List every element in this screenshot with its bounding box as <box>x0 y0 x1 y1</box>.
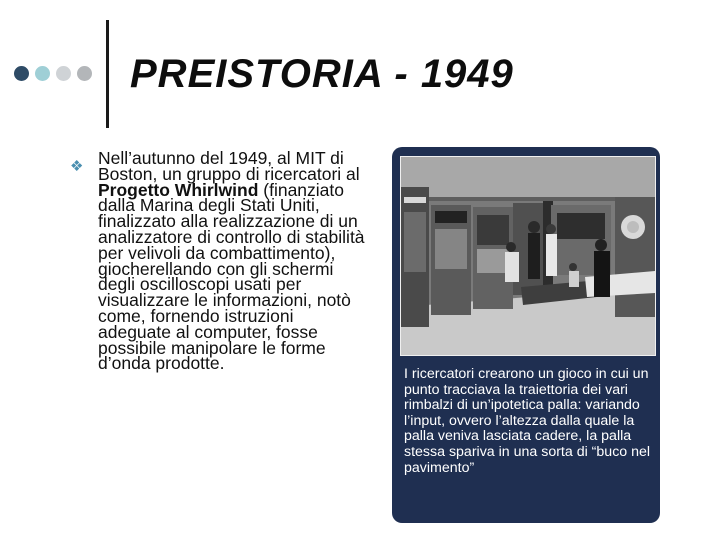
title-divider <box>106 20 109 128</box>
bullet-icon: ❖ <box>70 158 84 175</box>
bullet-text-part1: Nell’autunno del 1949, al MIT di Boston, un gruppo di ricercatori al <box>98 148 360 184</box>
whirlwind-photo <box>400 156 656 356</box>
photo-caption: I ricercatori crearono un gioco in cui un punto tracciava la traiettoria dei vari rimbalzi di un’ipotetica palla: variando l’input, ovvero l’altezza dalla quale la palla veniva lasciata cadere, la palla stessa spariva in una sorta di “buco nel pavimento” <box>404 366 651 476</box>
dot-light <box>56 66 71 81</box>
slide-title: PREISTORIA - 1949 <box>130 52 514 96</box>
bullet-text-bold: Progetto Whirlwind <box>98 179 259 200</box>
dot-teal <box>35 66 50 81</box>
decorative-dots <box>14 66 92 81</box>
dot-dark <box>14 66 29 81</box>
dot-grey <box>77 66 92 81</box>
bullet-text <box>98 148 370 374</box>
bullet-text-part2: (finanziato dalla Marina degli Stati Uniti, finalizzato alla realizzazione di un analizzatore di controllo di stabilità per velivoli da combattimento), giocherellando con gli schermi degli oscilloscopi usati per visualizzare le informazioni, notò come, fornendo istruzioni adeguate al computer, fosse possibile manipolare le forme d’onda prodotte. <box>98 179 365 374</box>
